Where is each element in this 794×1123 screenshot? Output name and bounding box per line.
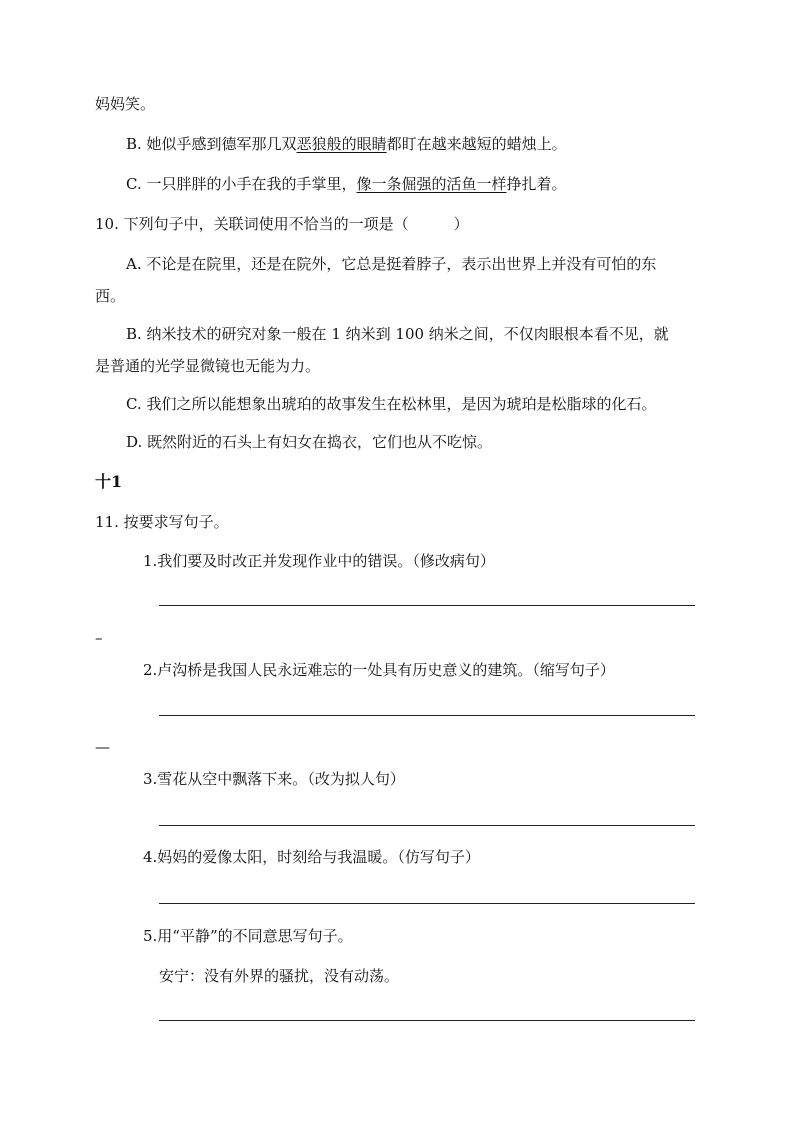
q11-stem: 11. 按要求写句子。 <box>95 513 229 531</box>
answer-line-2[interactable] <box>159 715 695 716</box>
q9-option-c <box>126 174 567 194</box>
answer-line-3[interactable] <box>159 825 695 826</box>
q10-option-c: C. 我们之所以能想象出琥珀的故事发生在松林里，是因为琥珀是松脂球的化石。 <box>126 395 657 413</box>
q9-option-b-underlined: 恶狼般的眼睛 <box>296 135 387 153</box>
q10-option-a-line1: A. 不论是在院里，还是在院外，它总是挺着脖子，表示出世界上并没有可怕的东 <box>126 255 657 273</box>
answer-line-4[interactable] <box>159 903 695 904</box>
q10-option-b-line2: 是普通的光学显微镜也无能为力。 <box>95 357 321 375</box>
q11-item-5-subprompt: 安宁：没有外界的骚扰，没有动荡。 <box>159 967 400 985</box>
q11-item-2: 2.卢沟桥是我国人民永远难忘的一处具有历史意义的建筑。（缩写句子） <box>143 661 615 679</box>
answer-line-1[interactable] <box>159 605 695 606</box>
q11-item-1: 1.我们要及时改正并发现作业中的错误。（修改病句） <box>143 552 495 570</box>
q11-item-5: 5.用“平静”的不同意思写句子。 <box>143 927 353 945</box>
q11-item-4: 4.妈妈的爱像太阳，时刻给与我温暖。（仿写句子） <box>143 848 480 866</box>
q9-option-b-part2: 都盯在越来越短的蜡烛上。 <box>386 135 567 153</box>
q10-option-b-line1: B. 纳米技术的研究对象一般在 1 纳米到 100 纳米之间，不仅肉眼根本看不见，就 <box>126 325 669 343</box>
q10-option-a-line2: 西。 <box>95 287 126 305</box>
q9-continuation-line: 妈妈笑。 <box>95 95 156 113</box>
q9-option-b-part1: B. 她似乎感到德军那几双 <box>126 135 297 153</box>
q10-stem: 10. 下列句子中，关联词使用不恰当的一项是（ ） <box>95 215 469 233</box>
q9-option-c-part2: 挣扎着。 <box>506 175 567 193</box>
q10-option-d: D. 既然附近的石头上有妇女在捣衣，它们也从不吃惊。 <box>126 433 493 451</box>
q9-option-c-part1: C. 一只胖胖的小手在我的手掌里， <box>126 175 357 193</box>
section-heading: 十1 <box>95 472 123 491</box>
answer-line-5[interactable] <box>159 1020 695 1021</box>
q9-option-b <box>126 134 567 154</box>
q9-option-c-underlined: 像一条倔强的活鱼一样 <box>356 175 507 193</box>
q11-item-3: 3.雪花从空中飘落下来。（改为拟人句） <box>143 770 405 788</box>
stray-mark-1: – <box>95 629 103 647</box>
stray-mark-2: — <box>95 738 110 756</box>
